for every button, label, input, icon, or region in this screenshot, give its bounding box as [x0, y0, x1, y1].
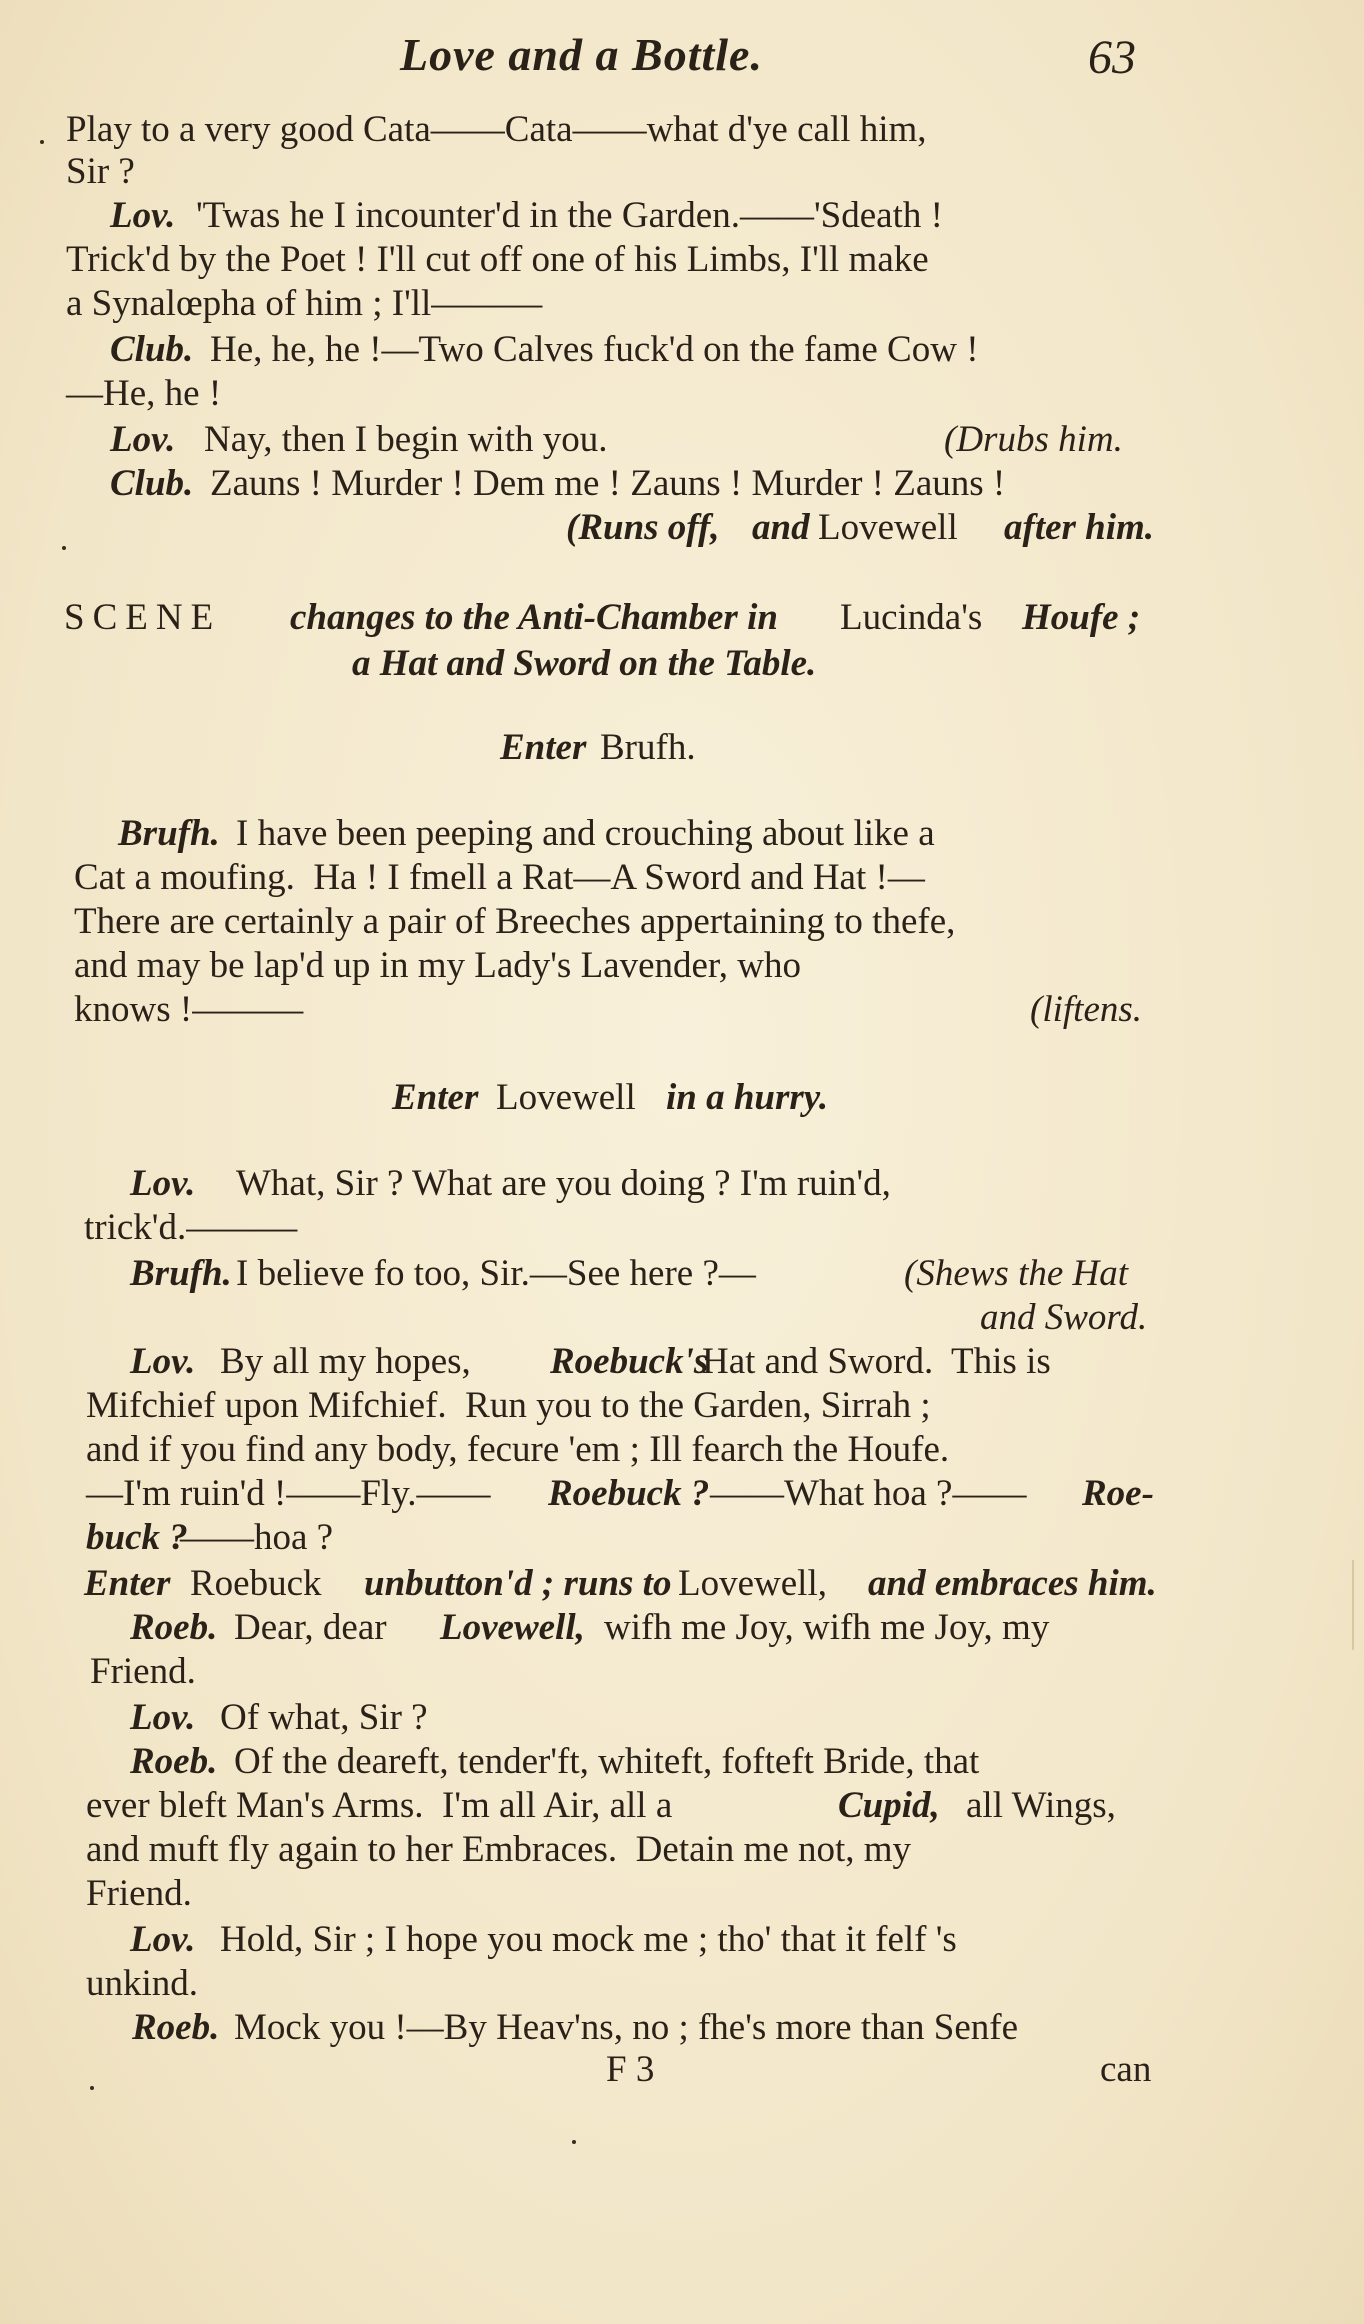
- speaker-label: Roeb.: [130, 1607, 218, 1648]
- text-line: Play to a very good Cata——Cata——what d'ye call him,: [66, 109, 927, 150]
- text-line: ——hoa ?: [180, 1517, 334, 1558]
- text-line: Of the deareft, tender'ft, whiteft, fofteft Bride, that: [234, 1741, 980, 1782]
- character-name: Lovewell,: [440, 1607, 585, 1648]
- stage-direction: Enter: [500, 727, 587, 768]
- ink-speck: [90, 2086, 94, 2090]
- page-crease: [1352, 1560, 1354, 1650]
- catchword: can: [1100, 2049, 1152, 2090]
- text-line: He, he, he !—Two Calves fuck'd on the fame Cow !: [210, 329, 979, 370]
- character-name: Roebuck ?: [548, 1473, 710, 1514]
- character-name: buck ?: [86, 1517, 188, 1558]
- text-line: Zauns ! Murder ! Dem me ! Zauns ! Murder ! Zauns !: [210, 463, 1006, 504]
- text-line: Mifchief upon Mifchief. Run you to the Garden, Sirrah ;: [86, 1385, 931, 1426]
- speaker-label: Brufh.: [130, 1253, 232, 1294]
- text-line: ever bleft Man's Arms. I'm all Air, all a: [86, 1785, 673, 1826]
- character-name: Lovewell: [496, 1077, 636, 1118]
- text-line: Mock you !—By Heav'ns, no ; fhe's more than Senfe: [234, 2007, 1019, 2048]
- stage-direction: (liftens.: [1030, 989, 1143, 1030]
- text-line: and may be lap'd up in my Lady's Lavender, who: [74, 945, 801, 986]
- stage-direction: (Runs off,: [566, 507, 720, 548]
- speaker-label: Roeb.: [130, 1741, 218, 1782]
- speaker-label: Roeb.: [132, 2007, 220, 2048]
- stage-direction: after him.: [1004, 507, 1155, 548]
- text-line: By all my hopes,: [220, 1341, 471, 1382]
- scene-description: a Hat and Sword on the Table.: [352, 643, 817, 684]
- scene-description: Houfe ;: [1022, 597, 1141, 638]
- text-line: ——What hoa ?——: [710, 1473, 1027, 1514]
- text-line: Friend.: [86, 1873, 192, 1914]
- text-line: Sir ?: [66, 151, 135, 192]
- text-line: Cat a moufing. Ha ! I fmell a Rat—A Sword and Hat !—: [74, 857, 925, 898]
- signature-mark: F 3: [606, 2049, 655, 2090]
- stage-direction: in a hurry.: [666, 1077, 829, 1118]
- text-line: knows !———: [74, 989, 304, 1030]
- text-line: Hold, Sir ; I hope you mock me ; tho' that it felf 's: [220, 1919, 957, 1960]
- text-line: Of what, Sir ?: [220, 1697, 428, 1738]
- text-line: Friend.: [90, 1651, 196, 1692]
- stage-direction: (Shews the Hat: [904, 1253, 1129, 1294]
- text-line: all Wings,: [966, 1785, 1116, 1826]
- character-name: Roebuck's: [550, 1341, 709, 1382]
- stage-direction: and: [752, 507, 810, 548]
- ink-speck: [572, 2140, 576, 2144]
- text-line: Dear, dear: [234, 1607, 387, 1648]
- stage-direction: and Sword.: [980, 1297, 1148, 1338]
- text-line: There are certainly a pair of Breeches appertaining to thefe,: [74, 901, 956, 942]
- character-name: Roebuck: [190, 1563, 322, 1604]
- scene-heading: SCENE: [64, 597, 222, 638]
- ink-speck: [62, 546, 66, 550]
- speaker-label: Club.: [110, 463, 194, 504]
- text-line: unkind.: [86, 1963, 199, 2004]
- page-number: 63: [1088, 31, 1136, 84]
- text-line: 'Twas he I incounter'd in the Garden.——'Sdeath !: [196, 195, 943, 236]
- text-line: wifh me Joy, wifh me Joy, my: [604, 1607, 1050, 1648]
- text-line: What, Sir ? What are you doing ? I'm ruin'd,: [236, 1163, 891, 1204]
- text-line: Nay, then I begin with you.: [204, 419, 608, 460]
- speaker-label: Lov.: [130, 1163, 196, 1204]
- text-line: I believe fo too, Sir.—See here ?—: [236, 1253, 756, 1294]
- scene-description: changes to the Anti-Chamber in: [290, 597, 778, 638]
- speaker-label: Club.: [110, 329, 194, 370]
- speaker-label: Lov.: [130, 1341, 196, 1382]
- speaker-label: Lov.: [110, 419, 176, 460]
- speaker-label: Lov.: [130, 1697, 196, 1738]
- stage-direction: (Drubs him.: [944, 419, 1123, 460]
- character-name: Lucinda's: [840, 597, 983, 638]
- text-line: and if you find any body, fecure 'em ; Ill fearch the Houfe.: [86, 1429, 950, 1470]
- stage-direction: and embraces him.: [868, 1563, 1157, 1604]
- ink-speck: [40, 140, 44, 144]
- character-name: Lovewell: [818, 507, 958, 548]
- speaker-label: Lov.: [110, 195, 176, 236]
- text-line: Hat and Sword. This is: [702, 1341, 1051, 1382]
- stage-direction: Enter: [392, 1077, 479, 1118]
- character-name: Brufh.: [600, 727, 696, 768]
- text-line: —He, he !: [66, 373, 222, 414]
- character-name: Cupid,: [838, 1785, 940, 1826]
- character-name: Lovewell,: [678, 1563, 827, 1604]
- text-line: a Synalœpha of him ; I'll———: [66, 283, 543, 324]
- text-line: and muft fly again to her Embraces. Detain me not, my: [86, 1829, 912, 1870]
- text-line: Trick'd by the Poet ! I'll cut off one of his Limbs, I'll make: [66, 239, 929, 280]
- text-line: —I'm ruin'd !——Fly.——: [86, 1473, 491, 1514]
- speaker-label: Brufh.: [118, 813, 220, 854]
- character-name: Roe-: [1082, 1473, 1154, 1514]
- stage-direction: unbutton'd ; runs to: [364, 1563, 672, 1604]
- stage-direction: Enter: [84, 1563, 171, 1604]
- text-line: I have been peeping and crouching about like a: [236, 813, 935, 854]
- running-title: Love and a Bottle.: [400, 29, 763, 80]
- text-line: trick'd.———: [84, 1207, 298, 1248]
- speaker-label: Lov.: [130, 1919, 196, 1960]
